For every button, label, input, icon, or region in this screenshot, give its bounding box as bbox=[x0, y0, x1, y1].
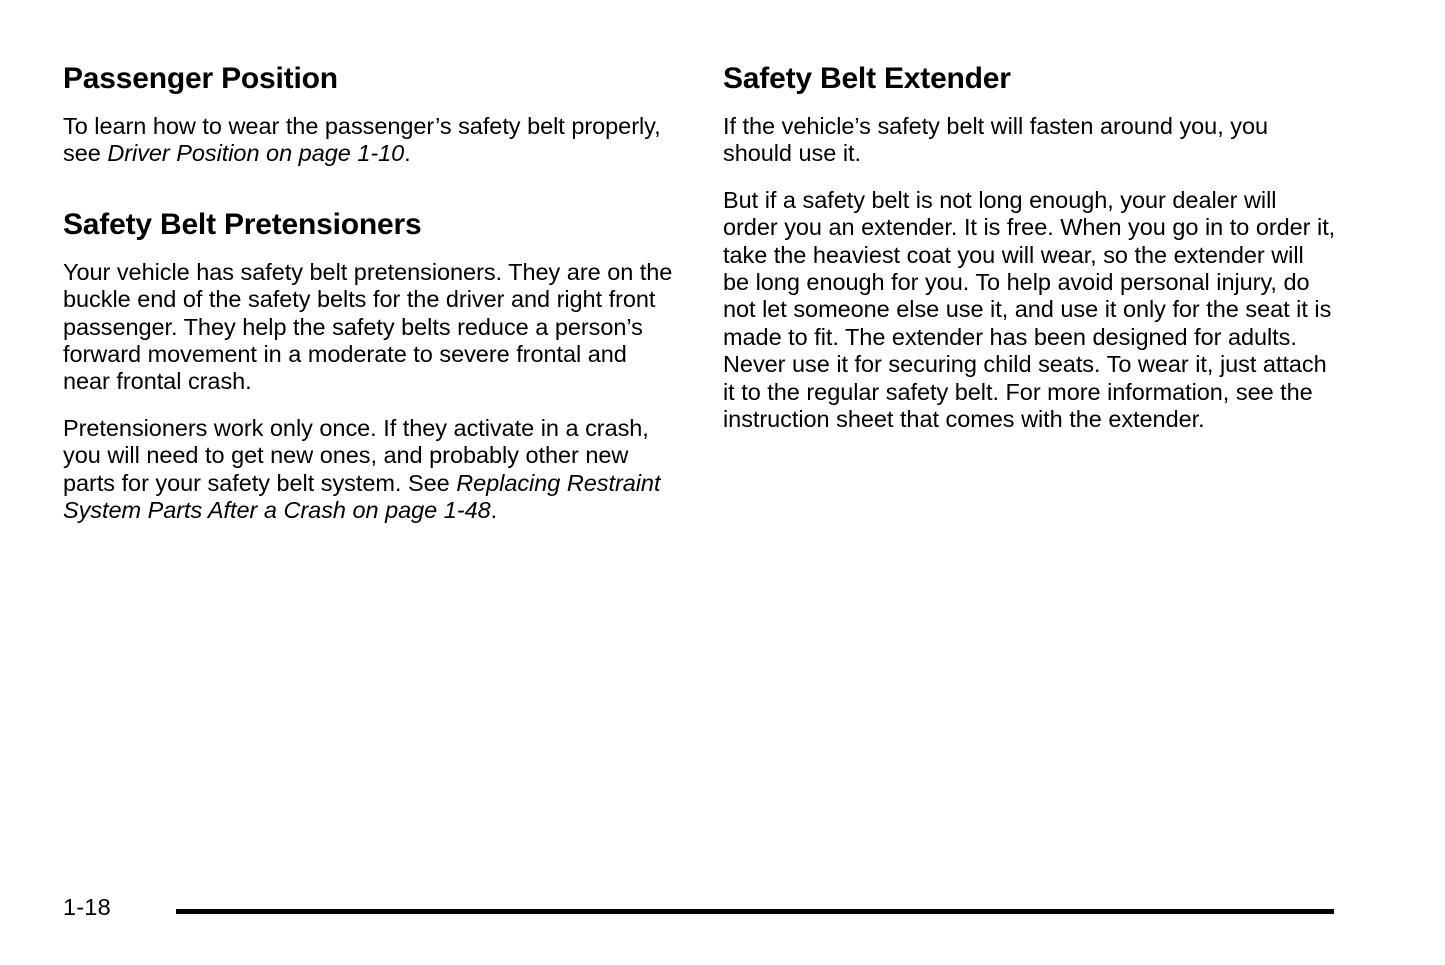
page-number: 1-18 bbox=[63, 894, 111, 920]
heading-passenger-position: Passenger Position bbox=[63, 62, 338, 95]
paragraph-text-run: Your vehicle has safety belt pretensioners. They are on the buckle end of the safety belts for the driver and right front passenger. They help the safety belts reduce a person’s forward movement in a moderate to severe frontal and near frontal crash. bbox=[63, 258, 673, 395]
paragraph-text-run-tail: . bbox=[404, 140, 411, 167]
cross-reference-driver-position: Driver Position on page 1-10 bbox=[107, 140, 405, 167]
paragraph-extender-intro bbox=[723, 113, 1336, 168]
left-column bbox=[63, 62, 675, 524]
paragraph-text-run: Pretensioners work only once. If they activate in a crash, you will need to get new ones, and probably other new parts for your safety belt system. See bbox=[63, 414, 649, 496]
paragraph-text-run: If the vehicle’s safety belt will fasten around you, you should use it. bbox=[723, 113, 1269, 167]
cross-reference-replacing-restraint-parts: Replacing Restraint System Parts After a Crash on page 1-48 bbox=[63, 469, 661, 524]
heading-safety-belt-pretensioners: Safety Belt Pretensioners bbox=[63, 207, 422, 241]
heading-safety-belt-extender: Safety Belt Extender bbox=[723, 62, 1011, 95]
footer-rule bbox=[176, 909, 1334, 914]
paragraph-text-run: But if a safety belt is not long enough, your dealer will order you an extender. It is free. When you go in to order it, take the heaviest coat you will wear, so the extender will be long enough for you. To help avoid personal injury, do not let someone else use it, and use it only for the seat it is made to fit. The extender has been designed for adults. Never use it for securing child seats. To wear it, just attach it to the regular safety belt. For more information, see the instruction sheet that comes with the extender. bbox=[723, 186, 1336, 433]
page-body bbox=[63, 62, 1335, 524]
paragraph-passenger-position bbox=[63, 113, 675, 168]
paragraph-pretensioners-overview bbox=[63, 259, 675, 396]
page-footer bbox=[0, 893, 1445, 939]
paragraph-text-run: To learn how to wear the passenger’s safety belt properly, see bbox=[63, 113, 661, 167]
paragraph-pretensioners-replacement bbox=[63, 415, 675, 525]
paragraph-extender-details bbox=[723, 187, 1336, 434]
right-column bbox=[723, 62, 1336, 433]
paragraph-text-run-tail: . bbox=[490, 497, 498, 524]
